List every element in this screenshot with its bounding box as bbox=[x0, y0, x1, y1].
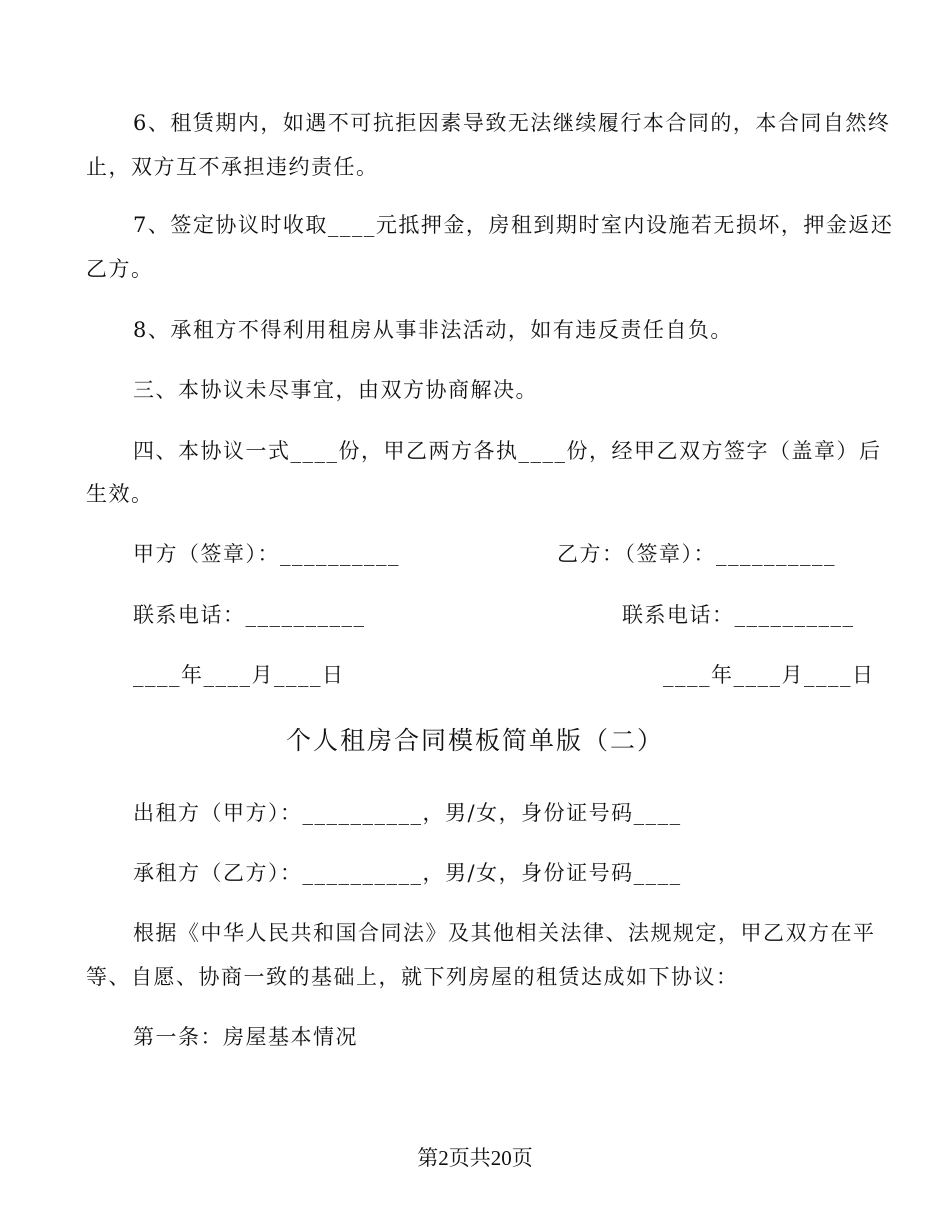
party-b-signature: 乙方：（签章）：__________ bbox=[557, 542, 836, 566]
party-b-date: ____年____月____日 bbox=[663, 663, 875, 687]
article-1: 第一条：房屋基本情况 bbox=[133, 1025, 358, 1049]
section-4-line-1: 四、本协议一式____份，甲乙两方各执____份，经甲乙双方签字（盖章）后 bbox=[133, 439, 882, 463]
section-3: 三、本协议未尽事宜，由双方协商解决。 bbox=[133, 378, 538, 402]
party-a-signature: 甲方（签章）：__________ bbox=[133, 542, 400, 566]
clause-7-line-2: 乙方。 bbox=[86, 257, 154, 281]
party-a-phone: 联系电话：__________ bbox=[133, 603, 366, 627]
intro-line-1: 根据《中华人民共和国合同法》及其他相关法律、法规规定，甲乙双方在平 bbox=[133, 921, 876, 945]
intro-line-2: 等、自愿、协商一致的基础上，就下列房屋的租赁达成如下协议： bbox=[86, 965, 739, 989]
clause-7-line-1: 7、签定协议时收取____元抵押金，房租到期时室内设施若无损坏，押金返还 bbox=[133, 213, 894, 237]
section-2-title: 个人租房合同模板简单版（二） bbox=[285, 726, 664, 755]
section-4-line-2: 生效。 bbox=[86, 482, 154, 506]
page-number: 第2页共20页 bbox=[417, 1146, 533, 1170]
clause-6-line-1: 6、租赁期内，如遇不可抗拒因素导致无法继续履行本合同的，本合同自然终 bbox=[133, 111, 891, 135]
lessee-line: 承租方（乙方）：__________，男/女，身份证号码____ bbox=[133, 861, 682, 885]
lessor-line: 出租方（甲方）：__________，男/女，身份证号码____ bbox=[133, 801, 682, 825]
clause-6-line-2: 止，双方互不承担违约责任。 bbox=[86, 155, 379, 179]
party-b-phone: 联系电话：__________ bbox=[622, 603, 855, 627]
party-a-date: ____年____月____日 bbox=[133, 663, 345, 687]
clause-8: 8、承租方不得利用租房从事非法活动，如有违反责任自负。 bbox=[133, 318, 733, 342]
